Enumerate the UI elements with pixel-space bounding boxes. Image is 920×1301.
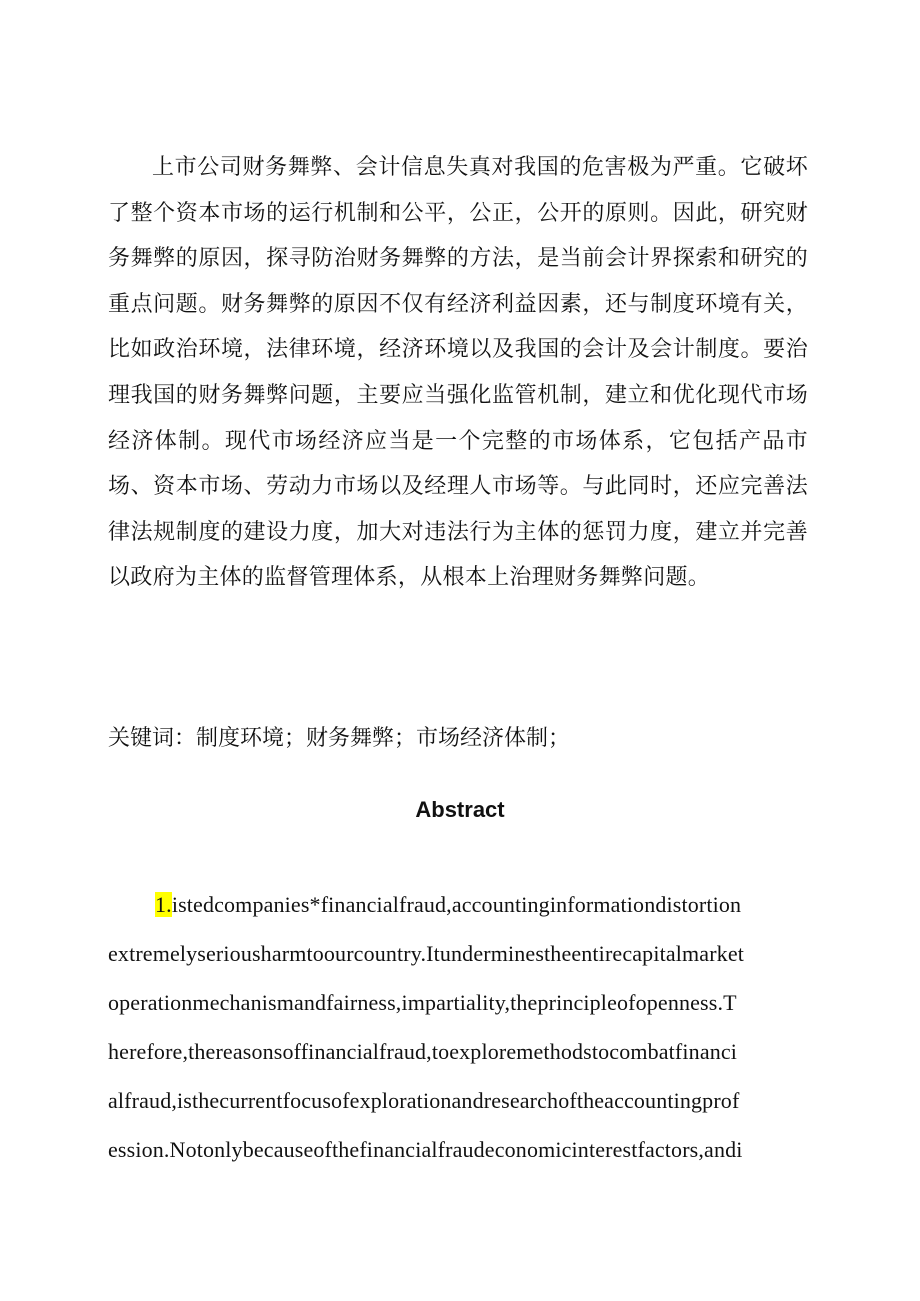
english-abstract-line: herefore,thereasonsoffinancialfraud,toexploremethodstocombatfinanci (108, 1039, 738, 1064)
english-abstract-line (108, 880, 814, 929)
english-abstract-line: ession.Notonlybecauseofthefinancialfraudeconomicinterestfactors,andi (108, 1137, 743, 1162)
english-abstract-paragraph (108, 880, 814, 1174)
keywords-line: 关键词：制度环境；财务舞弊；市场经济体制； (108, 726, 571, 751)
english-abstract-line-text: istedcompanies*financialfraud,accountinginformationdistortion (171, 892, 742, 917)
english-abstract-line: extremelyseriousharmtoourcountry.Itunderminestheentirecapitalmarket (108, 941, 744, 966)
abstract-heading: Abstract (415, 797, 505, 822)
english-abstract-line: alfraud,isthecurrentfocusofexplorationandresearchoftheaccountingprof (108, 1088, 740, 1113)
highlighted-text: 1. (155, 892, 172, 917)
chinese-abstract-paragraph: 上市公司财务舞弊、会计信息失真对我国的危害极为严重。它破坏了整个资本市场的运行机制和公平，公正，公开的原则。因此，研究财务舞弊的原因，探寻防治财务舞弊的方法，是当前会计界探索和研究的重点问题。财务舞弊的原因不仅有经济利益因素，还与制度环境有关，比如政治环境，法律环境，经济环境以及我国的会计及会计制度。要治理我国的财务舞弊问题，主要应当强化监管机制，建立和优化现代市场经济体制。现代市场经济应当是一个完整的市场体系，它包括产品市场、资本市场、劳动力市场以及经理人市场等。与此同时，还应完善法律法规制度的建设力度，加大对违法行为主体的惩罚力度，建立并完善以政府为主体的监督管理体系，从根本上治理财务舞弊问题。 (108, 155, 808, 591)
english-abstract-line: operationmechanismandfairness,impartiality,theprincipleofopenness.T (108, 990, 737, 1015)
